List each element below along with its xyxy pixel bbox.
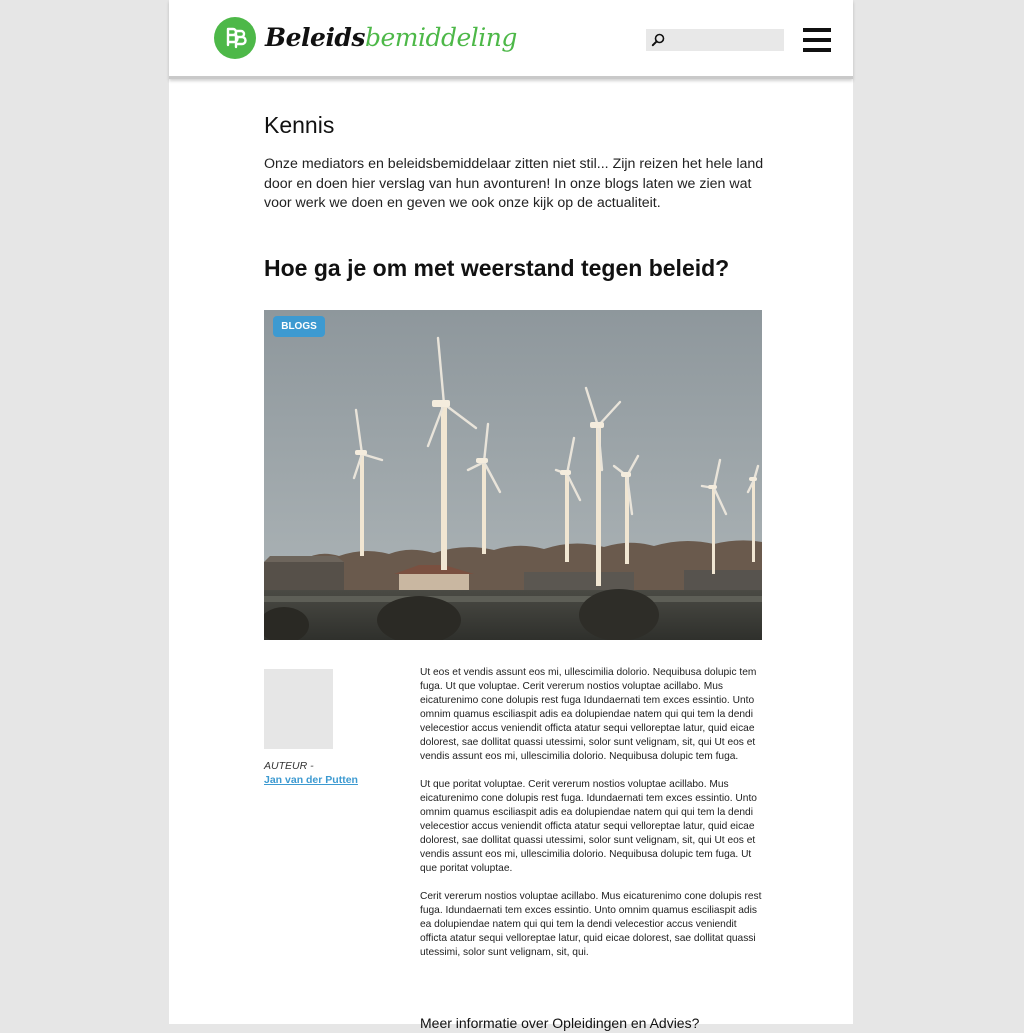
article-paragraph: Cerit vererum nostios voluptae acillabo. Mus eicaturenimo cone dolupis rest fuga. Idundaernati tem exces essintio. Unto omnim quamus esciliaspit adis ea dolupiendae natem qui qui tem la dendi velecestior accus veniendit officta atatur sequi velloreptae latur, quid eicae dolorest, sae dollitat quassi utessimi, solor sunt velignam, sit, qui. xyxy=(420,891,762,958)
page xyxy=(169,0,853,1031)
article-hero-image[interactable] xyxy=(264,310,762,640)
hamburger-menu-icon[interactable] xyxy=(803,28,831,52)
logo-text-bold: Beleids xyxy=(265,23,365,52)
more-info-heading: Meer informatie over Opleidingen en Advies? xyxy=(420,1015,700,1031)
article-body xyxy=(420,666,762,974)
author-label: AUTEUR - xyxy=(264,760,314,772)
page-title: Kennis xyxy=(264,112,335,138)
search-icon[interactable] xyxy=(650,32,666,48)
site-header xyxy=(169,0,853,79)
category-badge[interactable]: BLOGS xyxy=(273,316,325,337)
article-title[interactable]: Hoe ga je om met weerstand tegen beleid? xyxy=(264,255,730,281)
search-input[interactable] xyxy=(668,29,780,51)
author-avatar xyxy=(264,669,333,749)
intro-text: Onze mediators en beleidsbemiddelaar zitten niet stil... Zijn reizen het hele land door en doen hier verslag van hun avonturen! In onze blogs laten we zien wat voor werk we doen en geven we ook onze kijk op de actualiteit. xyxy=(264,156,764,211)
bb-monogram-icon[interactable] xyxy=(214,17,256,59)
logo-text-light: bemiddeling xyxy=(365,23,517,52)
article-paragraph: Ut que poritat voluptae. Cerit vererum nostios voluptae acillabo. Mus eicaturenimo cone dolupis rest fuga. Idundaernati tem exces essintio. Unto omnim quamus esciliaspit adis ea dolupiendae natem qui qui tem la dendi velecestior accus veniendit officta atatur sequi velloreptae latur, quid eicae dolorest, sae dollitat quassi utessimi, solor sunt velignam, sit, qui Ut eos et vendis assunt eos mi, ullescimilia dolorio. Nequibusa dolupic tem fuga. Ut que poritat voluptae. xyxy=(420,779,757,874)
author-name-link[interactable]: Jan van der Putten xyxy=(264,774,358,786)
article-paragraph: Ut eos et vendis assunt eos mi, ullescimilia dolorio. Nequibusa dolupic tem fuga. Ut que voluptae. Cerit vererum nostios voluptae acillabo. Mus eicaturenimo cone dolupis rest fuga Idundaernati tem exces essintio. Unto omnim quamus esciliaspit adis ea dolupiendae natem qui qui tem la dendi velecestior accus veniendit officta atatur sequi velloreptae latur, quid eicae dolorest, sae dollitat quassi utessimi, solor sunt velignam, sit, qui Ut eos et vendis assunt eos mi, ullescimilia dolorio. Nequibusa dolupic tem fuga. xyxy=(420,667,757,762)
site-logo[interactable] xyxy=(265,22,517,54)
search-box[interactable] xyxy=(646,29,784,51)
